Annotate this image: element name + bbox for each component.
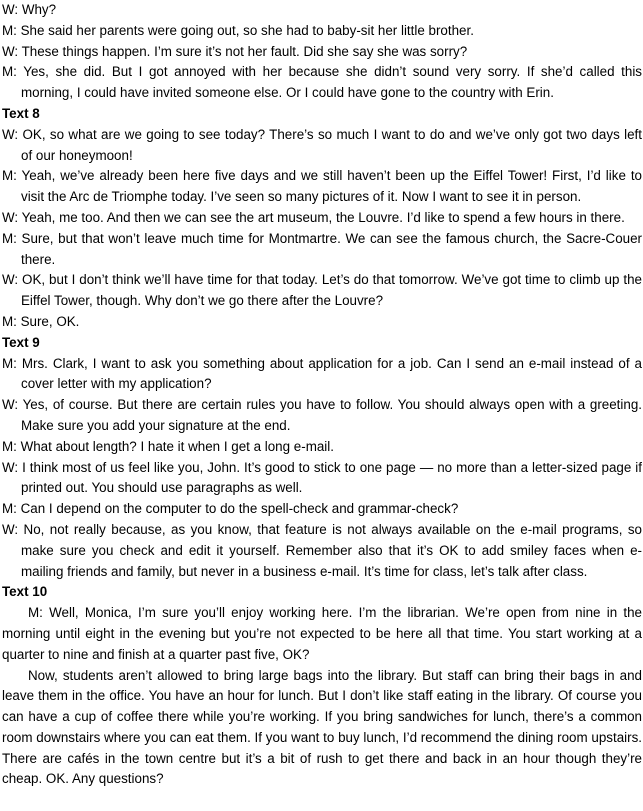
monologue-paragraph: M: Well, Monica, I’m sure you’ll enjoy working here. I’m the librarian. We’re open from nine in the morning until eight in the evening but you’re not expected to be here all that time. You start working at a quarter to nine and finish at a quarter past five, OK? <box>2 605 642 662</box>
text-9-heading: Text 9 <box>2 334 40 350</box>
dialogue-line: M: What about length? I hate it when I get a long e-mail. <box>2 438 334 454</box>
dialogue-block-1 <box>2 0 642 104</box>
dialogue-line: W: Yes, of course. But there are certain rules you have to follow. You should always open with a greeting. Make sure you add your signature at the end. <box>2 397 642 433</box>
dialogue-line: M: She said her parents were going out, so she had to baby-sit her little brother. <box>2 22 474 38</box>
dialogue-line: M: Sure, OK. <box>2 313 80 329</box>
dialogue-line: M: Mrs. Clark, I want to ask you something about application for a job. Can I send an e-mail instead of a cover letter with my application? <box>2 355 642 392</box>
text-8-heading: Text 8 <box>2 105 40 121</box>
monologue-paragraph: Now, students aren’t allowed to bring large bags into the library. But staff can bring their bags in and leave them in the office. You have an hour for lunch. But I don’t like staff eating in the library. Of course you can have a cup of coffee there while you’re working. If you bring sandwiches for lunch, there’s a common room downstairs where you can eat them. If you want to buy lunch, I’d recommend the dining room upstairs. There are cafés in the town centre but it’s a bit of rush to get there and back in an hour though they’re cheap. OK. Any questions? <box>2 667 642 787</box>
text-9-section <box>2 333 642 583</box>
dialogue-line: W: These things happen. I’m sure it’s not her fault. Did she say she was sorry? <box>2 43 468 59</box>
text-10-section <box>2 582 642 790</box>
dialogue-line: W: OK, but I don’t think we’ll have time for that today. Let’s do that tomorrow. We’ve got time to climb up the Eiffel Tower, though. Why don’t we go there after the Louvre? <box>2 272 642 309</box>
dialogue-line: M: Can I depend on the computer to do the spell-check and grammar-check? <box>2 501 459 517</box>
dialogue-line: W: I think most of us feel like you, John. It’s good to stick to one page — no more than a letter-sized page if printed out. You should use paragraphs as well. <box>2 459 642 496</box>
text-10-heading: Text 10 <box>2 584 48 600</box>
dialogue-line: M: Sure, but that won’t leave much time for Montmartre. We can see the famous church, the Sacre-Couer there. <box>2 230 642 267</box>
dialogue-line: W: Why? <box>2 2 57 17</box>
dialogue-line: M: Yeah, we’ve already been here five days and we still haven’t been up the Eiffel Tower! First, I’d like to visit the Arc de Triomphe today. I’ve seen so many pictures of it. Now I want to see it in person. <box>2 168 642 205</box>
dialogue-line: M: Yes, she did. But I got annoyed with her because she didn’t sound very sorry. If she’d called this morning, I could have invited someone else. Or I could have gone to the country with Erin. <box>2 64 642 101</box>
dialogue-line: W: Yeah, me too. And then we can see the art museum, the Louvre. I’d like to spend a few hours in there. <box>2 209 625 225</box>
text-8-section <box>2 104 642 333</box>
dialogue-line: W: OK, so what are we going to see today? There’s so much I want to do and we’ve only got two days left of our honeymoon! <box>2 126 642 163</box>
dialogue-line: W: No, not really because, as you know, that feature is not always available on the e-mail programs, so make sure you check and edit it yourself. Remember also that it’s OK to add smiley faces when e-mailing friends and family, but never in a business e-mail. It’s time for class, let’s talk after class. <box>2 521 642 579</box>
